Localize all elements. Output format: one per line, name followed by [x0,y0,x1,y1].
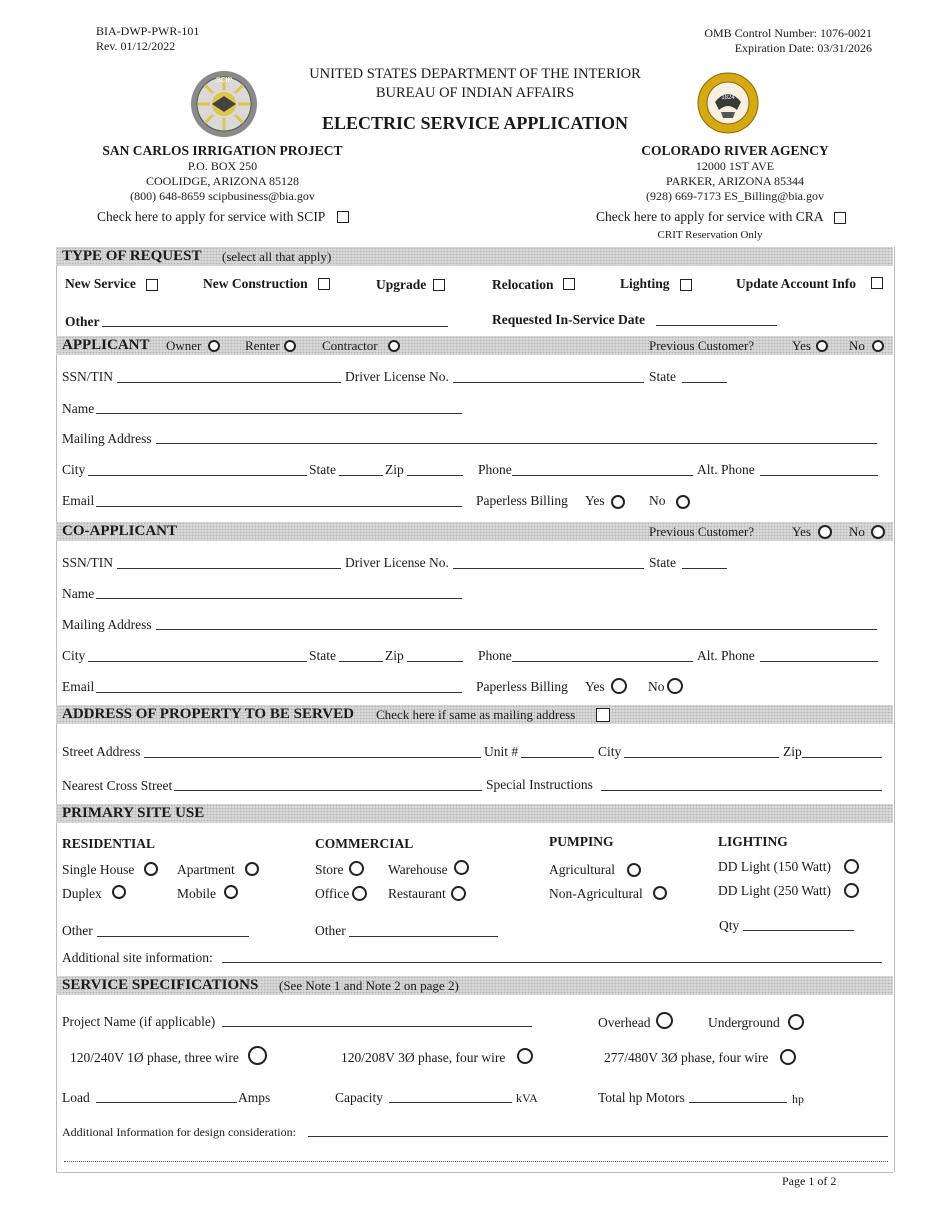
scip-address-2: COOLIDGE, ARIZONA 85128 [146,174,299,188]
applicant-header [56,336,893,355]
scip-seal-logo [190,70,258,138]
type-of-request-title: TYPE OF REQUEST [62,248,202,264]
applicant-mailing-field[interactable] [156,443,877,444]
additional-site-info-field[interactable] [222,962,882,963]
service-specifications-subtitle: (See Note 1 and Note 2 on page 2) [279,978,459,993]
bia-seal-logo [697,72,759,134]
contractor-radio[interactable] [388,340,400,352]
store-radio[interactable] [349,861,364,876]
scip-checkbox[interactable] [337,211,349,223]
applicant-prev-yes-radio[interactable] [816,340,828,352]
property-zip-label: Zip [783,744,802,759]
lighting-heading: LIGHTING [718,834,788,849]
residential-heading: RESIDENTIAL [62,836,156,851]
cra-address-2: PARKER, ARIZONA 85344 [666,174,804,188]
lighting-qty-field[interactable] [743,930,854,931]
property-city-label: City [598,744,622,759]
applicant-paperless-yes-label: Yes [585,493,605,508]
primary-site-use-title: PRIMARY SITE USE [62,805,205,821]
overhead-label: Overhead [598,1015,651,1030]
type-of-request-header [56,247,893,266]
voltage-option-3-label: 277/480V 3Ø phase, four wire [604,1050,769,1065]
co-applicant-city-field[interactable] [88,661,307,662]
omb-control-number: OMB Control Number: 1076-0021 [704,26,872,40]
capacity-label: Capacity [335,1090,383,1105]
co-applicant-paperless-no-label: No [648,679,665,694]
co-applicant-prev-customer-label: Previous Customer? [649,524,755,539]
applicant-alt-phone-field[interactable] [760,475,878,476]
co-applicant-paperless-label: Paperless Billing [476,679,568,694]
applicant-paperless-label: Paperless Billing [476,493,568,508]
update-account-label: Update Account Info [736,276,857,291]
warehouse-label: Warehouse [388,862,448,877]
applicant-paperless-yes-radio[interactable] [611,495,625,509]
commercial-other-label: Other [315,923,346,938]
co-applicant-prev-yes-radio[interactable] [818,525,832,539]
relocation-checkbox[interactable] [563,278,575,290]
dd-light-250-label: DD Light (250 Watt) [718,883,832,898]
cross-street-label: Nearest Cross Street [62,778,173,793]
cra-contact: (928) 669-7173 ES_Billing@bia.gov [645,189,825,203]
new-service-checkbox[interactable] [146,279,158,291]
co-applicant-dl-state-field[interactable] [682,568,727,569]
applicant-state-label: State [309,462,336,477]
office-label: Office [315,886,350,901]
underground-radio[interactable] [788,1014,804,1030]
type-of-request-subtitle: (select all that apply) [222,249,332,264]
mobile-radio[interactable] [224,885,238,899]
kva-label: kVA [516,1091,538,1105]
bureau-name: BUREAU OF INDIAN AFFAIRS [375,85,575,101]
unit-field[interactable] [521,757,594,758]
department-name: UNITED STATES DEPARTMENT OF THE INTERIOR [309,66,641,82]
co-applicant-prev-no-label: No [849,524,865,539]
co-applicant-header [56,522,893,541]
applicant-prev-yes-label: Yes [792,338,811,353]
cra-name: COLORADO RIVER AGENCY [641,143,829,158]
additional-site-info-label: Additional site information: [62,950,213,965]
applicant-phone-label: Phone [478,462,512,477]
new-construction-label: New Construction [203,276,308,291]
relocation-label: Relocation [492,277,554,292]
office-radio[interactable] [352,886,367,901]
same-as-mailing-label: Check here if same as mailing address [376,707,576,722]
applicant-email-label: Email [62,493,95,508]
applicant-name-label: Name [62,401,95,416]
service-specifications-title: SERVICE SPECIFICATIONS [62,977,259,993]
project-name-label: Project Name (if applicable) [62,1014,216,1029]
applicant-prev-customer-label: Previous Customer? [649,338,755,353]
owner-radio[interactable] [208,340,220,352]
street-address-field[interactable] [144,757,481,758]
hp-motors-field[interactable] [689,1102,787,1103]
co-applicant-alt-phone-label: Alt. Phone [697,648,755,663]
warehouse-radio[interactable] [454,860,469,875]
co-applicant-zip-field[interactable] [407,661,463,662]
special-instructions-field[interactable] [601,790,882,791]
design-info-label: Additional Information for design consideration: [62,1125,296,1139]
store-label: Store [315,862,344,877]
amps-label: Amps [238,1090,271,1105]
form-id: BIA-DWP-PWR-101 [96,24,200,38]
co-applicant-name-label: Name [62,586,95,601]
residential-other-label: Other [62,923,93,938]
co-applicant-ssn-field[interactable] [117,568,341,569]
co-applicant-paperless-no-radio[interactable] [667,678,683,694]
applicant-title: APPLICANT [62,337,150,353]
applicant-dl-state-field[interactable] [682,382,727,383]
applicant-prev-no-label: No [849,338,865,353]
special-instructions-label: Special Instructions [486,777,593,792]
scip-address-1: P.O. BOX 250 [187,159,258,173]
applicant-ssn-field[interactable] [117,382,341,383]
hp-motors-label: Total hp Motors [598,1090,685,1105]
applicant-state-field[interactable] [339,475,383,476]
dd-light-150-label: DD Light (150 Watt) [718,859,832,874]
co-applicant-prev-yes-label: Yes [792,524,811,539]
renter-label: Renter [245,338,280,353]
co-applicant-email-label: Email [62,679,95,694]
agricultural-label: Agricultural [549,862,615,877]
form-title: ELECTRIC SERVICE APPLICATION [321,113,629,133]
unit-label: Unit # [484,744,519,759]
form-frame-bottom [56,1172,893,1173]
scip-name: SAN CARLOS IRRIGATION PROJECT [102,143,343,158]
voltage-option-2-radio[interactable] [517,1048,533,1064]
primary-site-use-header [56,804,893,823]
new-service-label: New Service [65,276,136,291]
co-applicant-state-label: State [309,648,336,663]
in-service-date-field[interactable] [656,325,777,326]
dd-light-150-radio[interactable] [844,859,859,874]
applicant-alt-phone-label: Alt. Phone [697,462,755,477]
lighting-label: Lighting [620,276,670,291]
co-applicant-alt-phone-field[interactable] [760,661,878,662]
property-address-title: ADDRESS OF PROPERTY TO BE SERVED [62,706,354,722]
load-label: Load [62,1090,90,1105]
single-house-radio[interactable] [144,862,158,876]
co-applicant-phone-field[interactable] [512,661,693,662]
design-info-field[interactable] [308,1136,888,1137]
bia-seal-year: 1824 [721,95,735,101]
cra-note: CRIT Reservation Only [657,229,763,241]
co-applicant-email-field[interactable] [96,692,462,693]
lighting-qty-label: Qty [719,918,740,933]
property-city-field[interactable] [624,757,779,758]
lighting-checkbox[interactable] [680,279,692,291]
co-applicant-paperless-yes-label: Yes [585,679,605,694]
agricultural-radio[interactable] [627,863,641,877]
duplex-radio[interactable] [112,885,126,899]
service-specifications-header [56,976,893,995]
cra-checkbox-label: Check here to apply for service with CRA [596,209,824,224]
co-applicant-title: CO-APPLICANT [62,523,177,539]
voltage-option-1-label: 120/240V 1Ø phase, three wire [70,1050,239,1065]
applicant-city-field[interactable] [88,475,307,476]
owner-label: Owner [166,338,202,353]
applicant-name-field[interactable] [96,413,462,414]
other-request-label: Other [65,314,100,329]
cra-address-1: 12000 1ST AVE [695,159,775,173]
applicant-dl-state-label: State [649,369,676,384]
co-applicant-ssn-label: SSN/TIN [62,555,114,570]
single-house-label: Single House [62,862,135,877]
duplex-label: Duplex [62,886,102,901]
upgrade-checkbox[interactable] [433,279,445,291]
applicant-email-field[interactable] [96,506,462,507]
non-agricultural-radio[interactable] [653,886,667,900]
renter-radio[interactable] [284,340,296,352]
applicant-zip-label: Zip [385,462,404,477]
other-request-field[interactable] [102,326,448,327]
commercial-other-field[interactable] [349,936,498,937]
applicant-paperless-no-label: No [649,493,666,508]
same-as-mailing-checkbox[interactable] [596,708,610,722]
load-field[interactable] [96,1102,237,1103]
applicant-ssn-label: SSN/TIN [62,369,114,384]
revision-date: Rev. 01/12/2022 [96,39,176,53]
expiration-date: Expiration Date: 03/31/2026 [734,41,872,55]
residential-other-field[interactable] [97,936,249,937]
project-name-field[interactable] [222,1026,532,1027]
co-applicant-prev-no-radio[interactable] [871,525,885,539]
co-applicant-paperless-yes-radio[interactable] [611,678,627,694]
co-applicant-name-field[interactable] [96,598,462,599]
mobile-label: Mobile [177,886,216,901]
scip-checkbox-label: Check here to apply for service with SCIP [97,209,326,224]
capacity-field[interactable] [389,1102,512,1103]
applicant-prev-no-radio[interactable] [872,340,884,352]
co-applicant-state-field[interactable] [339,661,383,662]
new-construction-checkbox[interactable] [318,278,330,290]
co-applicant-mailing-label: Mailing Address [62,617,152,632]
restaurant-radio[interactable] [451,886,466,901]
non-agricultural-label: Non-Agricultural [549,886,643,901]
underground-label: Underground [708,1015,780,1030]
apartment-radio[interactable] [245,862,259,876]
co-applicant-phone-label: Phone [478,648,512,663]
upgrade-label: Upgrade [376,277,427,292]
contractor-label: Contractor [322,338,378,353]
overhead-radio[interactable] [656,1012,673,1029]
applicant-city-label: City [62,462,86,477]
co-applicant-mailing-field[interactable] [156,629,877,630]
co-applicant-city-label: City [62,648,86,663]
restaurant-label: Restaurant [388,886,446,901]
design-info-field-2[interactable] [64,1161,888,1162]
dd-light-250-radio[interactable] [844,883,859,898]
property-address-header [56,705,893,724]
property-zip-field[interactable] [802,757,882,758]
street-address-label: Street Address [62,744,141,759]
applicant-dl-field[interactable] [453,382,644,383]
commercial-heading: COMMERCIAL [315,836,414,851]
scip-seal-text: SCIP [215,77,233,84]
co-applicant-dl-label: Driver License No. [345,555,449,570]
scip-contact: (800) 648-8659 scipbusiness@bia.gov [130,189,315,203]
hp-unit-label: hp [792,1092,804,1106]
applicant-mailing-label: Mailing Address [62,431,152,446]
cra-checkbox[interactable] [834,212,846,224]
applicant-paperless-no-radio[interactable] [676,495,690,509]
voltage-option-2-label: 120/208V 3Ø phase, four wire [341,1050,506,1065]
applicant-zip-field[interactable] [407,475,463,476]
pumping-heading: PUMPING [549,834,614,849]
applicant-dl-label: Driver License No. [345,369,449,384]
voltage-option-3-radio[interactable] [780,1049,796,1065]
voltage-option-1-radio[interactable] [248,1046,267,1065]
co-applicant-dl-field[interactable] [453,568,644,569]
in-service-date-label: Requested In-Service Date [492,312,645,327]
cross-street-field[interactable] [174,790,482,791]
co-applicant-zip-label: Zip [385,648,404,663]
apartment-label: Apartment [177,862,235,877]
page-number: Page 1 of 2 [782,1174,837,1188]
applicant-phone-field[interactable] [512,475,693,476]
co-applicant-dl-state-label: State [649,555,676,570]
update-account-checkbox[interactable] [871,277,883,289]
